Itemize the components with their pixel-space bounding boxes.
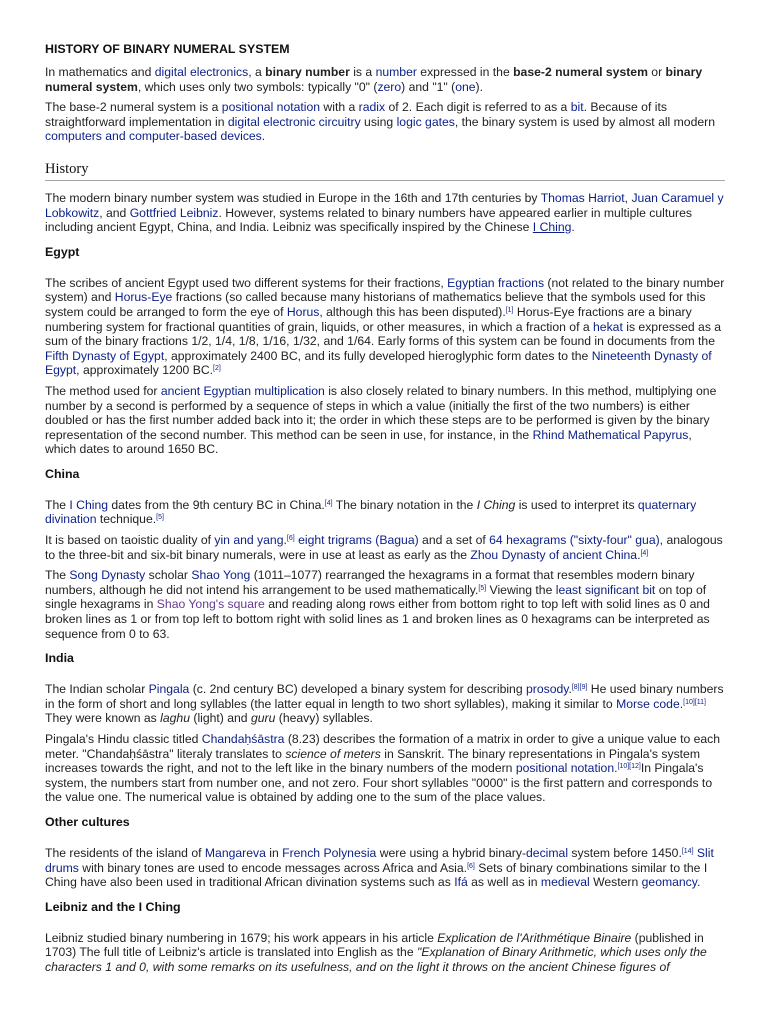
citation-link[interactable]: [10][11] — [683, 698, 706, 706]
link-zhou-dynasty-of-ancient-china[interactable]: Zhou Dynasty of ancient China — [470, 547, 638, 562]
link-positional-notation[interactable]: positional notation — [515, 761, 615, 776]
link-pingala[interactable]: Pingala — [148, 682, 190, 697]
paragraph-egypt: The scribes of ancient Egypt used two different systems for their fractions, Egyptian fractions (not related to the binary number system) and Horus-Eye fractions (so called because many historians of mathematics believe that the symbols used for this system could be arranged to form the eye of Horus, although this has been disputed).[1] Horus-Eye fractions are a binary numbering system for fractional quantities of grain, liquids, or other measures, in which a fraction of a hekat is expressed as a sum of the binary fractions 1/2, 1/4, 1/8, 1/16, 1/32, and 1/64. Early forms of this system can be found in documents from the Fifth Dynasty of Egypt, approximately 2400 BC, and its fully developed hieroglyphic form dates to the Nineteenth Dynasty of Egypt, approximately 1200 BC.[2] — [45, 275, 725, 378]
link-rhind-mathematical-papyrus[interactable]: Rhind Mathematical Papyrus — [532, 427, 689, 442]
link-horus-eye[interactable]: Horus-Eye — [114, 290, 173, 305]
paragraph-india: Pingala's Hindu classic titled Chandaḥśāstra (8.23) describes the formation of a matrix in order to give a unique value to each meter. "Chandaḥśāstra" literaly translates to science of meters in Sanskrit. The binary representations in Pingala's system increases towards the right, and not to the left like in the binary numbers of the modern positional notation.[10][12]In Pingala's system, the numbers start from number one, and not zero. Four short syllables "0000" is the first pattern and corresponds to the value one. The numerical value is obtained by adding one to the sum of the place values. — [45, 732, 721, 805]
intro-paragraph: The base-2 numeral system is a positional notation with a radix of 2. Each digit is referred to as a bit. Because of its straightforward implementation in digital electronic circuitry using logic gates, the binary system is used by almost all modern computers and computer-based devices. — [45, 100, 715, 144]
link-ancient-egyptian-multiplication[interactable]: ancient Egyptian multiplication — [160, 383, 325, 398]
link-chanda-stra[interactable]: Chandaḥśāstra — [201, 732, 285, 746]
subsection-heading-leibniz-and-the-i-ching: Leibniz and the I Ching — [45, 899, 181, 914]
link-64-hexagrams-sixty-four-gua[interactable]: 64 hexagrams ("sixty-four" gua) — [489, 533, 660, 548]
link-song-dynasty[interactable]: Song Dynasty — [69, 568, 146, 583]
link-geomancy[interactable]: geomancy — [641, 875, 697, 890]
citation-link[interactable]: [5] — [156, 514, 164, 522]
link-shao-yong-s-square[interactable]: Shao Yong's square — [156, 597, 265, 612]
link-i-ching[interactable]: I Ching — [69, 497, 109, 512]
article — [45, 42, 725, 981]
link-least-significant-bit[interactable]: least significant bit — [555, 582, 656, 597]
link-if[interactable]: Ifá — [454, 875, 468, 890]
citation-link[interactable]: [8][9] — [571, 684, 588, 692]
paragraph-india: The Indian scholar Pingala (c. 2nd century BC) developed a binary system for describing prosody.[8][9] He used binary numbers in the form of short and long syllables (the latter equal in length to two short syllables), making it similar to Morse code.[10][11] They were known as laghu (light) and guru (heavy) syllables. — [45, 682, 724, 726]
link-eight-trigrams-bagua[interactable]: eight trigrams (Bagua) — [298, 533, 419, 548]
paragraph-leibniz-and-the-i-ching: Leibniz studied binary numbering in 1679; his work appears in his article Explication de l'Arithmétique Binaire (published in 1703) The full title of Leibniz's article is translated into English as the "Explanation of Binary Arithmetic, which uses only the characters 1 and 0, with some remarks on its usefulness, and on the light it throws on the ancient Chinese figures of — [45, 930, 707, 974]
citation-link[interactable]: [6] — [286, 535, 295, 543]
link-one[interactable]: one — [455, 79, 476, 94]
link-medieval[interactable]: medieval — [540, 875, 590, 890]
link-logic-gates[interactable]: logic gates — [396, 114, 455, 129]
paragraph-china: The I Ching dates from the 9th century BC in China.[4] The binary notation in the I Ching is used to interpret its quaternary divination technique.[5] — [45, 497, 697, 527]
link-digital-electronics[interactable]: digital electronics — [154, 65, 249, 79]
history-heading: History — [45, 161, 725, 181]
subsection-heading-india: India — [45, 651, 74, 666]
subsection-heading-china: China — [45, 466, 80, 481]
link-positional-notation[interactable]: positional notation — [221, 100, 321, 115]
link-morse-code[interactable]: Morse code — [616, 696, 680, 711]
link-digital-electronic-circuitry[interactable]: digital electronic circuitry — [227, 114, 361, 129]
subsection-heading-other-cultures: Other cultures — [45, 814, 130, 829]
intro — [45, 65, 725, 144]
link-number[interactable]: number — [375, 65, 417, 79]
article-title: HISTORY OF BINARY NUMERAL SYSTEM — [45, 42, 290, 56]
link-juan-caramuel-y-lobkowitz[interactable]: Juan Caramuel y Lobkowitz — [45, 190, 724, 220]
link-slit-drums[interactable]: Slit drums — [45, 845, 714, 875]
link-yin-and-yang[interactable]: yin and yang — [214, 533, 284, 548]
link-nineteenth-dynasty-of-egypt[interactable]: Nineteenth Dynasty of Egypt — [45, 348, 712, 378]
history-intro — [45, 191, 725, 235]
paragraph-other-cultures: The residents of the island of Mangareva in French Polynesia were using a hybrid binary-decimal system before 1450.[14] Slit drums with binary tones are used to encode messages across Africa and Asia.[6] Sets of binary combinations similar to the I Ching have also been used in traditional African divination systems such as Ifá as well as in medieval Western geomancy. — [45, 845, 714, 890]
link-quaternary-divination[interactable]: quaternary divination — [45, 497, 697, 527]
link-radix[interactable]: radix — [358, 100, 386, 115]
citation-link[interactable]: [1] — [505, 306, 514, 314]
citation-link[interactable]: [4] — [640, 549, 649, 557]
link-decimal[interactable]: decimal — [526, 845, 569, 860]
citation-link[interactable]: [6] — [467, 862, 475, 870]
link-i-ching[interactable]: I Ching — [532, 220, 572, 235]
paragraph-china: The Song Dynasty scholar Shao Yong (1011–1077) rearranged the hexagrams in a format that resembles modern binary numbers, although he did not intend his arrangement to be used mathematically.[5] Viewing the least significant bit on top of single hexagrams in Shao Yong's square and reading along rows either from bottom right to top left with solid lines as 0 and broken lines as 1 or from top left to bottom right with solid lines as 1 and broken lines as 0 hexagrams can be interpreted as sequence from 0 to 63. — [45, 568, 710, 641]
citation-link[interactable]: [14] — [681, 847, 694, 855]
citation-link[interactable]: [2] — [213, 365, 221, 373]
link-shao-yong[interactable]: Shao Yong — [191, 568, 251, 583]
link-fifth-dynasty-of-egypt[interactable]: Fifth Dynasty of Egypt — [45, 348, 165, 363]
link-hekat[interactable]: hekat — [593, 319, 623, 334]
history-paragraph: The modern binary number system was studied in Europe in the 16th and 17th centuries by Thomas Harriot, Juan Caramuel y Lobkowitz, and Gottfried Leibniz. However, systems related to binary numbers have appeared earlier in multiple cultures including ancient Egypt, China, and India. Leibniz was specifically inspired by the Chinese I Ching. — [45, 190, 724, 235]
paragraph-china: It is based on taoistic duality of yin and yang.[6] eight trigrams (Bagua) and a set of 64 hexagrams ("sixty-four" gua), analogous to the three-bit and six-bit binary numerals, were in use at least as early as the Zhou Dynasty of ancient China.[4] — [45, 533, 723, 562]
history-subsections — [45, 245, 725, 975]
subsection-heading-egypt: Egypt — [45, 244, 80, 259]
link-mangareva[interactable]: Mangareva — [204, 845, 266, 860]
link-horus[interactable]: Horus — [286, 304, 320, 319]
link-bit[interactable]: bit — [570, 100, 584, 115]
link-gottfried-leibniz[interactable]: Gottfried Leibniz — [129, 205, 219, 220]
link-computers-and-computer-based-devices[interactable]: computers and computer-based devices — [45, 129, 262, 144]
link-egyptian-fractions[interactable]: Egyptian fractions — [447, 275, 545, 290]
link-prosody[interactable]: prosody — [526, 682, 569, 697]
citation-link[interactable]: [4] — [324, 499, 333, 507]
paragraph-egypt: The method used for ancient Egyptian multiplication is also closely related to binary numbers. In this method, multiplying one number by a second is performed by a sequence of steps in which a value (initially the first of the two numbers) is either doubled or has the first number added back into it; the order in which these steps are to be performed is given by the binary representation of the second number. This method can be seen in use, for instance, in the Rhind Mathematical Papyrus, which dates to around 1650 BC. — [45, 383, 717, 457]
link-french-polynesia[interactable]: French Polynesia — [282, 845, 377, 860]
link-zero[interactable]: zero — [377, 79, 402, 94]
citation-link[interactable]: [5] — [478, 584, 487, 592]
intro-paragraph: In mathematics and digital electronics, a binary number is a number expressed in the base-2 numeral system or binary numeral system, which uses only two symbols: typically "0" (zero) and "1" (one). — [45, 65, 703, 94]
link-thomas-harriot[interactable]: Thomas Harriot — [540, 190, 625, 205]
citation-link[interactable]: [10][12] — [617, 763, 641, 771]
